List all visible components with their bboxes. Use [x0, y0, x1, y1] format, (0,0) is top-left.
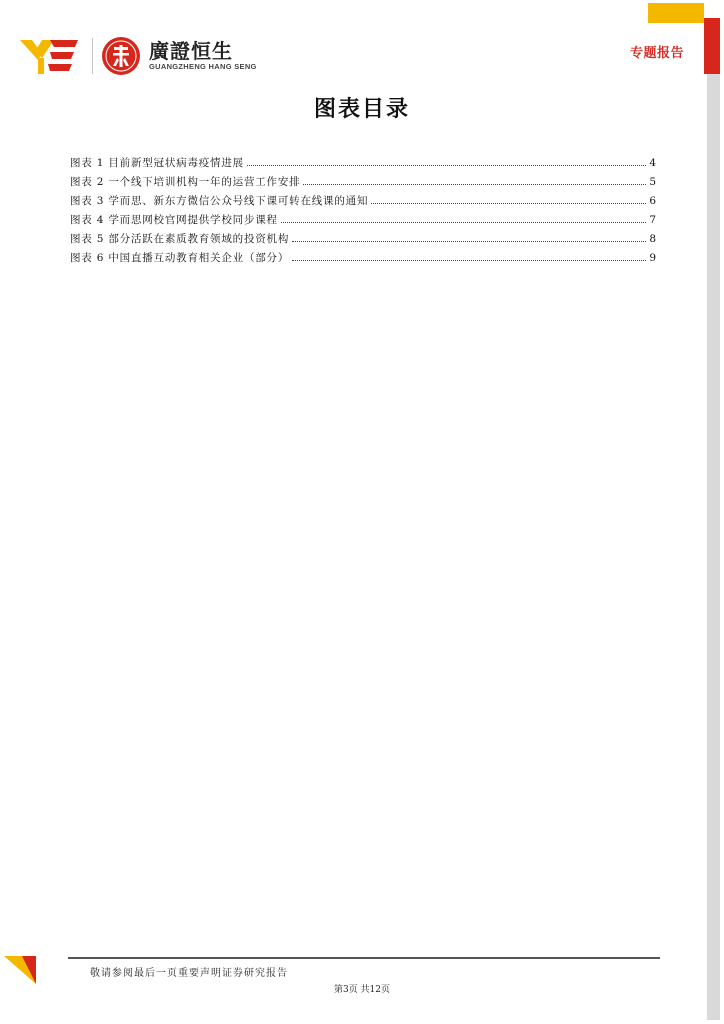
right-side-rail	[707, 74, 720, 1020]
top-accent-yellow	[648, 3, 704, 23]
toc-entry-page: 4	[649, 157, 656, 169]
toc-entry[interactable]	[70, 249, 656, 268]
toc-entry-label: 图表 4 学而思网校官网提供学校同步课程	[70, 214, 278, 226]
logo-separator	[92, 38, 93, 74]
figure-index	[70, 154, 656, 268]
toc-leader-dots	[292, 240, 646, 242]
toc-entry-page: 5	[649, 176, 656, 188]
report-type-label: 专题报告	[630, 46, 685, 61]
footer-page-number: 第3页 共12页	[333, 985, 391, 995]
company-seal-icon	[101, 36, 141, 76]
toc-leader-dots	[292, 259, 646, 261]
footer-corner-triangle-icon	[4, 956, 36, 984]
toc-leader-dots	[371, 202, 646, 204]
page-title: 图表目录	[313, 97, 410, 122]
toc-leader-dots	[247, 164, 646, 166]
toc-entry[interactable]	[70, 230, 656, 249]
toc-entry-label: 图表 6 中国直播互动教育相关企业（部分）	[70, 252, 290, 264]
toc-entry-label: 图表 2 一个线下培训机构一年的运营工作安排	[70, 176, 301, 188]
top-accent-red	[704, 18, 720, 74]
toc-entry[interactable]	[70, 211, 656, 230]
toc-entry[interactable]	[70, 154, 656, 173]
logo-brand-en: GUANGZHENG HANG SENG	[149, 62, 257, 71]
toc-entry-page: 6	[649, 195, 656, 207]
logo-wordmark	[149, 40, 257, 72]
toc-entry-label: 图表 1 目前新型冠状病毒疫情进展	[70, 157, 244, 169]
toc-entry[interactable]	[70, 173, 656, 192]
toc-entry-page: 8	[649, 233, 656, 245]
ye-logo-icon	[20, 36, 78, 76]
footer-disclaimer: 敬请参阅最后一页重要声明证券研究报告	[90, 968, 288, 979]
logo-brand-cn: 廣證恒生	[149, 39, 233, 63]
footer-divider	[68, 957, 660, 959]
toc-entry[interactable]	[70, 192, 656, 211]
toc-entry-page: 7	[649, 214, 656, 226]
toc-leader-dots	[281, 221, 646, 223]
company-logo	[20, 36, 257, 76]
toc-entry-label: 图表 3 学而思、新东方微信公众号线下课可转在线课的通知	[70, 195, 369, 207]
toc-leader-dots	[303, 183, 646, 185]
toc-entry-label: 图表 5 部分活跃在素质教育领域的投资机构	[70, 233, 290, 245]
toc-entry-page: 9	[649, 252, 656, 264]
